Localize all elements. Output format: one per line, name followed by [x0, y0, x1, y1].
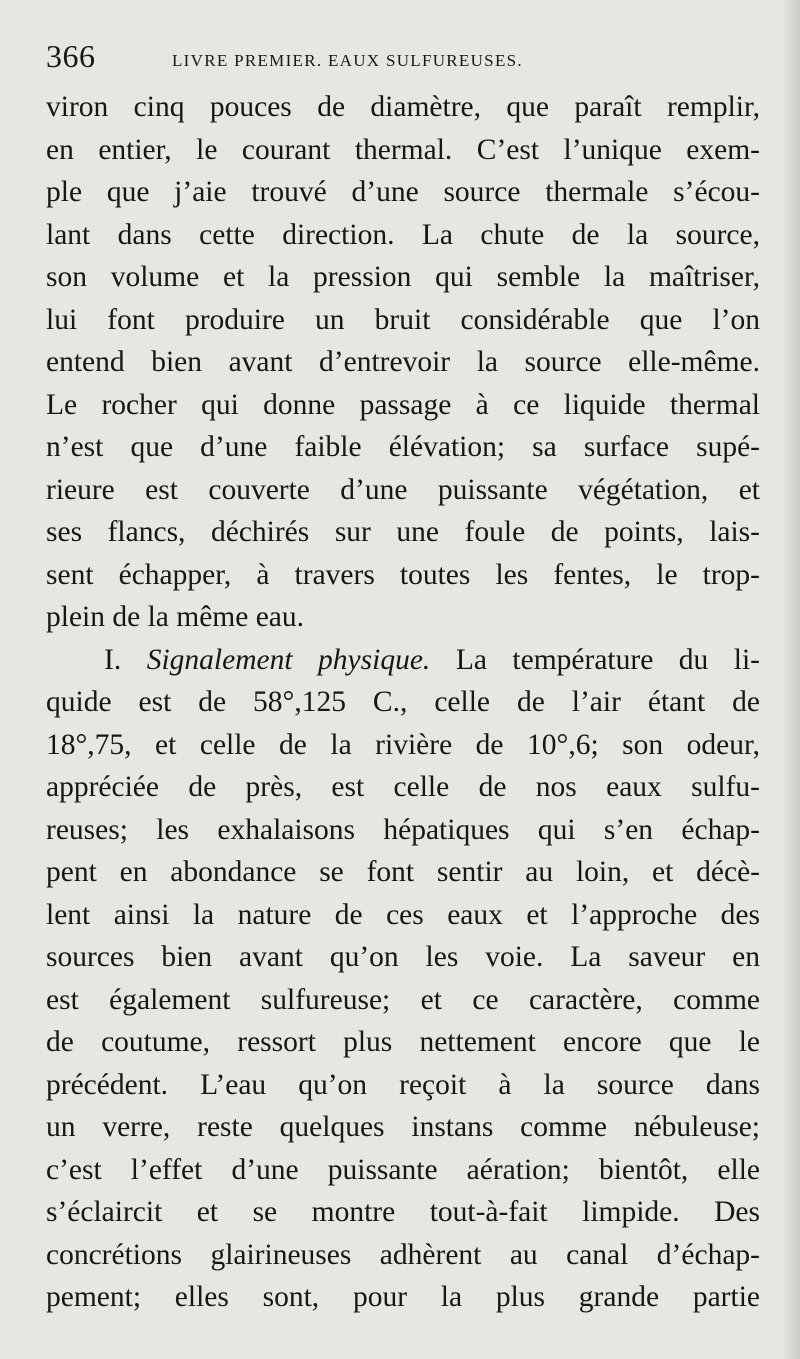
text-line: de coutume, ressort plus nettement encore que le — [46, 1026, 760, 1058]
section-number: I. — [104, 643, 122, 676]
text-line: c’est l’effet d’une puissante aération; bientôt, elle — [46, 1153, 760, 1186]
text-line: lui font produire un bruit considérable que l’on — [46, 303, 760, 336]
section-heading-line — [46, 639, 760, 682]
running-head: LIVRE PREMIER. EAUX SULFUREUSES. — [172, 51, 523, 70]
page-number: 366 — [46, 38, 96, 74]
text-line: rieure est couverte d’une puissante végétation, et — [46, 473, 760, 506]
text-line: reuses; les exhalaisons hépatiques qui s’en échap- — [46, 813, 760, 846]
page-edge-shadow — [782, 0, 800, 1359]
text-line: quide est de 58°,125 C., celle de l’air étant de — [46, 686, 760, 718]
text-line: 18°,75, et celle de la rivière de 10°,6; son odeur, — [46, 728, 760, 761]
text-line: concrétions glairineuses adhèrent au canal d’échap- — [46, 1238, 760, 1271]
page-header — [46, 38, 746, 84]
text-line: appréciée de près, est celle de nos eaux sulfu- — [46, 771, 760, 803]
text-line: ple que j’aie trouvé d’une source thermale s’écou- — [46, 176, 760, 208]
text-line: viron cinq pouces de diamètre, que paraît remplir, — [46, 91, 760, 123]
text-line: plein de la même eau. — [46, 601, 305, 633]
body-text — [46, 86, 760, 1319]
text-line: est également sulfureuse; et ce caractère, comme — [46, 983, 760, 1016]
text-line: pent en abondance se font sentir au loin, et décè- — [46, 856, 760, 888]
text-line: entend bien avant d’entrevoir la source elle-même. — [46, 346, 760, 378]
text-line: Le rocher qui donne passage à ce liquide thermal — [46, 388, 760, 421]
text-line: sources bien avant qu’on les voie. La saveur en — [46, 941, 760, 973]
text-line: lent ainsi la nature de ces eaux et l’approche des — [46, 898, 760, 931]
text-line: son volume et la pression qui semble la maîtriser, — [46, 261, 760, 293]
section-title: Signalement physique. — [146, 643, 431, 676]
section-first-line-text: La température du li- — [455, 643, 761, 676]
text-line: lant dans cette direction. La chute de la source, — [46, 218, 760, 251]
text-line: en entier, le courant thermal. C’est l’unique exem- — [46, 133, 760, 166]
text-line: s’éclaircit et se montre tout-à-fait limpide. Des — [46, 1196, 760, 1228]
text-line: précédent. L’eau qu’on reçoit à la source dans — [46, 1068, 760, 1101]
text-line: pement; elles sont, pour la plus grande partie — [46, 1281, 760, 1313]
text-line: n’est que d’une faible élévation; sa surface supé- — [46, 431, 760, 463]
text-line: un verre, reste quelques instans comme nébuleuse; — [46, 1111, 760, 1143]
text-line: ses flancs, déchirés sur une foule de points, lais- — [46, 516, 760, 548]
text-line: sent échapper, à travers toutes les fentes, le trop- — [46, 558, 760, 591]
